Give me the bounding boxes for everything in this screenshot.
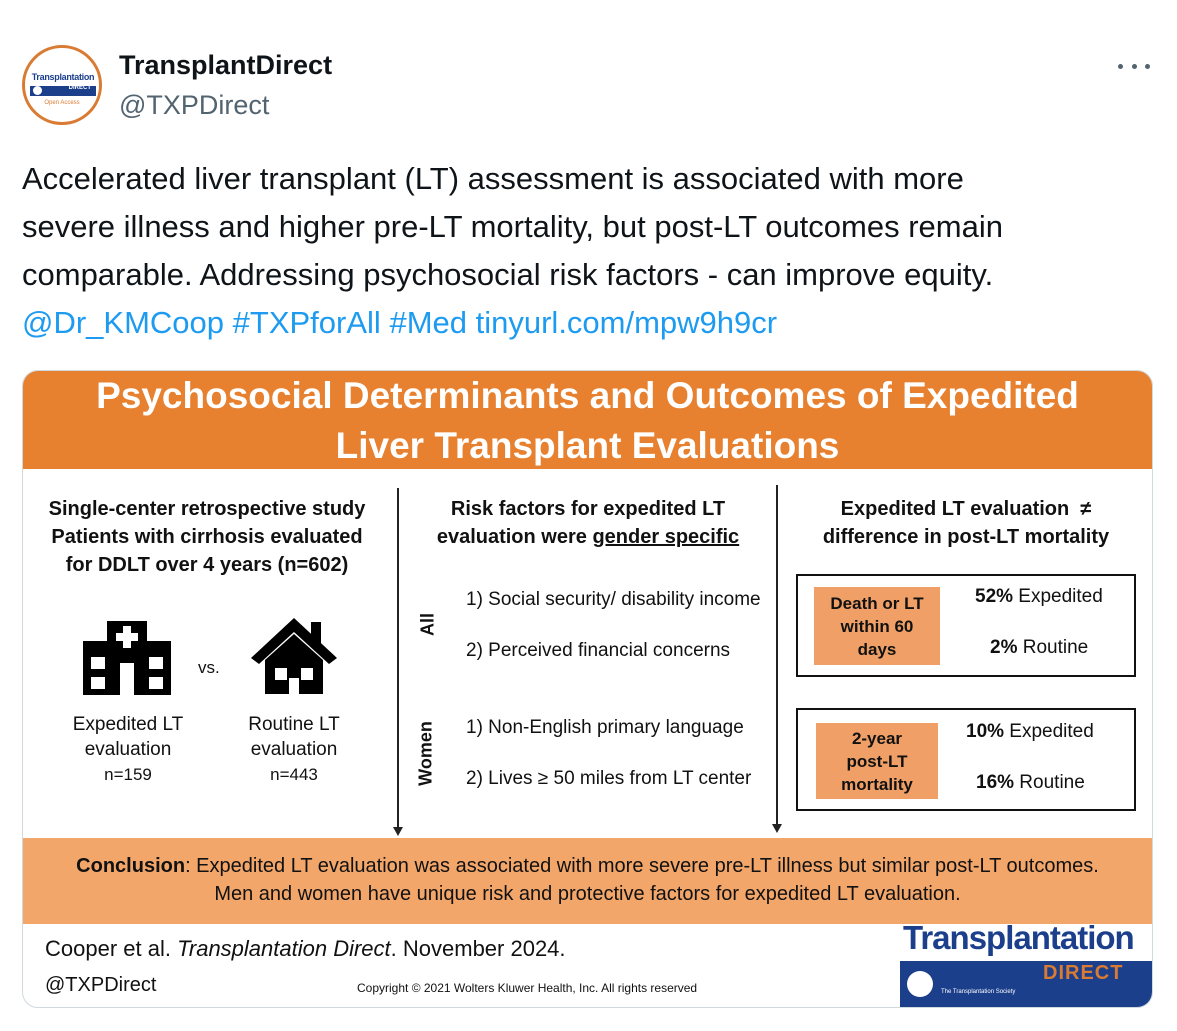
tweet-text-line: comparable. Addressing psychosocial risk factors - can improve equity.: [22, 257, 994, 292]
heading-line: for DDLT over 4 years (n=602): [65, 554, 349, 576]
journal-logo-word: Transplantation: [903, 919, 1134, 956]
hospital-icon: [83, 621, 171, 695]
study-design-heading: [37, 495, 377, 579]
graphic-title-line: Liver Transplant Evaluations: [335, 425, 840, 466]
group-name: Routine: [1014, 772, 1085, 793]
expedited-2-year-value: [966, 721, 1094, 743]
conclusion-text: : Expedited LT evaluation was associated with more severe pre-LT illness but similar post-LT outcomes.: [185, 855, 1099, 877]
label-line: Expedited LT: [72, 714, 184, 735]
tag-line: 2-year: [851, 728, 903, 748]
outcome-tag-2-year: [816, 723, 938, 799]
copyright-notice: Copyright © 2021 Wolters Kluwer Health, Inc. All rights reserved: [357, 981, 698, 995]
tag-line: within 60: [840, 616, 914, 636]
mention-link[interactable]: @Dr_KMCoop: [22, 305, 225, 340]
percentage: 2%: [990, 637, 1018, 658]
heading-line: Expedited LT evaluation ≠: [840, 498, 1092, 520]
percentage: 52%: [975, 586, 1014, 607]
routine-2-year-value: [976, 772, 1085, 794]
heading-text: evaluation were: [436, 526, 593, 548]
risk-factor-item: 2) Perceived financial concerns: [466, 640, 731, 661]
expedited-group-label: [53, 712, 203, 787]
conclusion-label: Conclusion: [76, 855, 186, 877]
avatar-seal-icon: [33, 86, 42, 95]
author-avatar[interactable]: [22, 45, 102, 125]
tweet-text-line: severe illness and higher pre-LT mortality, but post-LT outcomes remain: [22, 209, 1003, 244]
hashtag-link[interactable]: #TXPforAll: [232, 305, 381, 340]
label-line: evaluation: [250, 739, 338, 760]
risk-factor-item: 1) Non-English primary language: [466, 717, 744, 738]
avatar-logo-direct: DIRECT: [68, 85, 91, 91]
risk-factor-item: 1) Social security/ disability income: [466, 589, 761, 610]
citation-journal: Transplantation Direct: [177, 936, 391, 961]
group-name: Expedited: [1013, 586, 1103, 607]
footer-handle: @TXPDirect: [45, 974, 157, 996]
divider-arrow-icon: [393, 827, 403, 836]
tweet-text-line: Accelerated liver transplant (LT) assessment is associated with more: [22, 161, 964, 196]
outcomes-heading: [795, 495, 1137, 551]
percentage: 16%: [976, 772, 1015, 793]
heading-line: Single-center retrospective study: [48, 498, 366, 520]
graphic-title: [23, 371, 1152, 469]
risk-factor-item: 2) Lives ≥ 50 miles from LT center: [466, 768, 752, 789]
group-name: Routine: [1017, 637, 1089, 658]
journal-logo-society: The Transplantation Society: [941, 989, 1016, 995]
tweet-links-line: [22, 299, 1162, 347]
more-options-icon[interactable]: [1116, 54, 1152, 78]
sample-size: n=443: [270, 765, 318, 784]
graphic-title-line: Psychosocial Determinants and Outcomes of Expedited: [96, 375, 1079, 416]
tweet-media-image[interactable]: [22, 370, 1153, 1008]
heading-emphasis: gender specific: [592, 526, 740, 548]
hashtag-link[interactable]: #Med: [389, 305, 467, 340]
avatar-logo-word: Transplantation: [31, 72, 95, 82]
versus-label: vs.: [198, 658, 220, 677]
citation-date: . November 2024.: [390, 936, 566, 961]
conclusion-line: [23, 852, 1152, 880]
routine-60-day-value: [990, 637, 1088, 659]
label-line: Routine LT: [248, 714, 340, 735]
avatar-tagline: Open Access: [44, 100, 80, 106]
journal-logo-direct: DIRECT: [1043, 962, 1124, 984]
percentage: 10%: [966, 721, 1005, 742]
tag-line: mortality: [841, 774, 913, 794]
tweet-text: [22, 155, 1162, 347]
group-name: Expedited: [1004, 721, 1094, 742]
conclusion-line: Men and women have unique risk and protective factors for expedited LT evaluation.: [214, 883, 961, 905]
divider-arrow-icon: [772, 824, 782, 833]
tag-line: Death or LT: [830, 593, 924, 613]
tag-line: days: [857, 639, 897, 659]
citation: [45, 936, 566, 962]
heading-line: Risk factors for expedited LT: [450, 498, 726, 520]
divider-line: [776, 485, 778, 825]
routine-group-label: [219, 712, 369, 787]
outcome-tag-60-day: [814, 587, 940, 665]
heading-line: difference in post-LT mortality: [822, 526, 1110, 548]
conclusion-band: [23, 838, 1152, 924]
expedited-60-day-value: [975, 586, 1103, 608]
tag-line: post-LT: [846, 751, 908, 771]
author-handle[interactable]: @TXPDirect: [119, 90, 270, 120]
heading-line: [409, 523, 767, 551]
house-icon: [251, 616, 337, 696]
label-line: evaluation: [84, 739, 172, 760]
url-link[interactable]: tinyurl.com/mpw9h9cr: [475, 305, 778, 340]
heading-line: Patients with cirrhosis evaluated: [51, 526, 363, 548]
sample-size: n=159: [104, 765, 152, 784]
divider-line: [397, 488, 399, 828]
society-seal-icon: [907, 971, 933, 997]
group-label-all: All: [417, 613, 438, 637]
group-label-women: Women: [415, 721, 436, 786]
author-display-name[interactable]: TransplantDirect: [119, 50, 333, 80]
citation-authors: Cooper et al.: [45, 936, 178, 961]
risk-factors-heading: [409, 495, 767, 551]
